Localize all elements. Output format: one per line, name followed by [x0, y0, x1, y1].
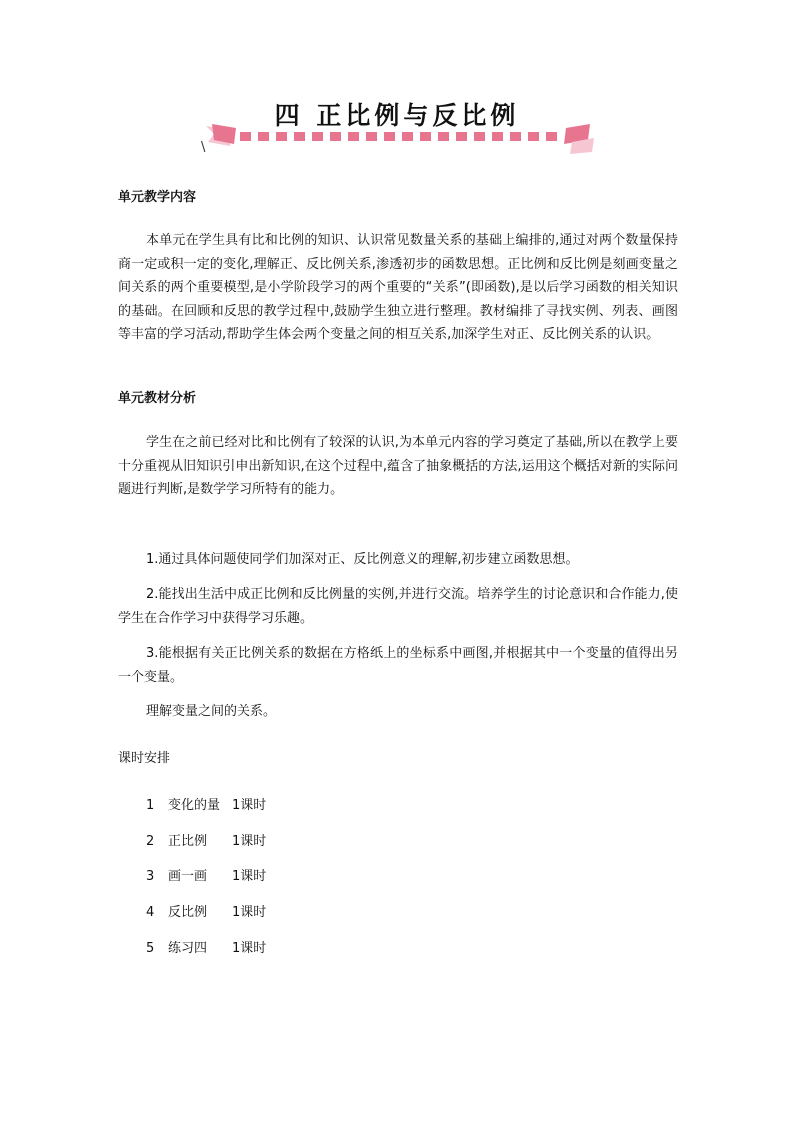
goal-item-3: 3.能根据有关正比例关系的数据在方格纸上的坐标系中画图,并根据其中一个变量的值得出另一个变量。: [118, 646, 678, 685]
content-paragraph: 本单元在学生具有比和比例的知识、认识常见数量关系的基础上编排的,通过对两个数量保持商一定或积一定的变化,理解正、反比例关系,渗透初步的函数思想。正比例和反比例是刻画变量之间关系的两个重要模型,是小学阶段学习的两个重要的“关系”(即函数),是以后学习函数的相关知识的基础。在回顾和反思的教学过程中,鼓励学生独立进行整理。教材编排了寻找实例、列表、画图等丰富的学习活动,帮助学生体会两个变量之间的相互关系,加深学生对正、反比例关系的认识。: [118, 233, 678, 342]
schedule-lesson: 正比例: [168, 834, 208, 849]
goal-item-1: 1.通过具体问题使同学们加深对正、反比例意义的理解,初步建立函数思想。: [146, 552, 579, 567]
schedule-number: 2: [146, 834, 155, 849]
schedule-number: 4: [146, 905, 155, 920]
schedule-row: [146, 901, 266, 920]
analysis-paragraph: 学生在之前已经对比和比例有了较深的认识,为本单元内容的学习奠定了基础,所以在教学上要十分重视从旧知识引申出新知识,在这个过程中,蕴含了抽象概括的方法,运用这个概括对新的实际问题进行判断,是数学学习所特有的能力。: [118, 435, 678, 497]
schedule-lesson: 变化的量: [168, 798, 221, 813]
schedule-lesson: 反比例: [168, 905, 208, 920]
schedule-number: 5: [146, 941, 155, 956]
section-heading-content: 单元教学内容: [118, 190, 197, 205]
page-title: 四 正比例与反比例: [274, 101, 520, 130]
schedule-lesson: 练习四: [168, 941, 208, 956]
schedule-duration: 1课时: [232, 798, 267, 813]
stray-mark: \: [201, 140, 206, 155]
schedule-lesson: 画一画: [168, 869, 208, 884]
schedule-duration: 1课时: [232, 869, 267, 884]
difficulty-text: 理解变量之间的关系。: [146, 704, 277, 719]
schedule-row: [146, 865, 266, 884]
schedule-row: [146, 937, 266, 956]
schedule-number: 1: [146, 798, 155, 813]
section-heading-schedule: 课时安排: [118, 751, 171, 766]
schedule-duration: 1课时: [232, 905, 267, 920]
goal-item-2: 2.能找出生活中成正比例和反比例量的实例,并进行交流。培养学生的讨论意识和合作能力,使学生在合作学习中获得学习乐趣。: [118, 587, 678, 626]
title-banner-decoration: [200, 120, 600, 160]
schedule-duration: 1课时: [232, 941, 267, 956]
schedule-row: [146, 794, 266, 813]
section-heading-analysis: 单元教材分析: [118, 391, 197, 406]
schedule-row: [146, 830, 266, 849]
schedule-number: 3: [146, 869, 155, 884]
schedule-duration: 1课时: [232, 834, 267, 849]
